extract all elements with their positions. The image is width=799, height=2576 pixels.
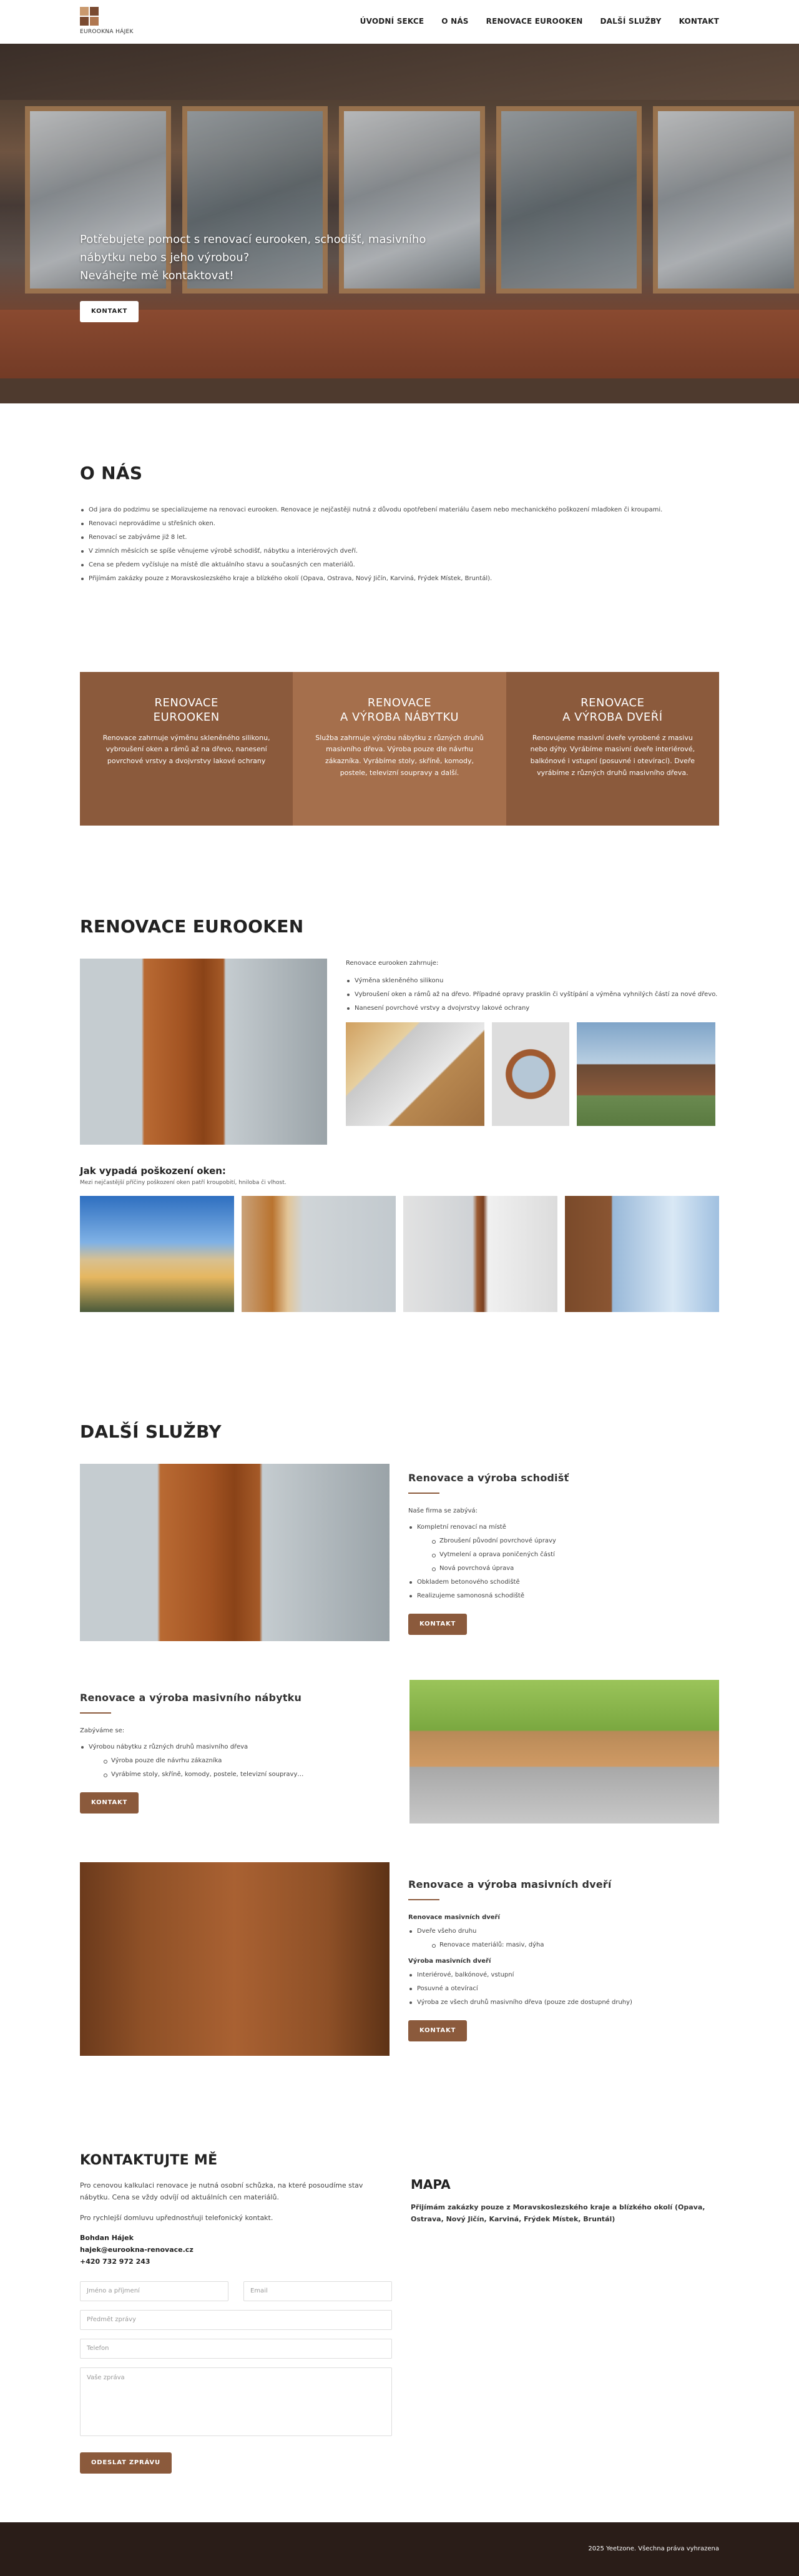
contact-details	[80, 2149, 392, 2474]
list-item: Nová povrchová úprava	[408, 1564, 719, 1574]
list-item: Renovace materiálů: masiv, dýha	[408, 1940, 719, 1950]
furniture-intro: Zabýváme se:	[80, 1727, 125, 1734]
list-item: Vyrábíme stoly, skříně, komody, postele, televizní soupravy…	[80, 1770, 391, 1780]
contact-phone[interactable]: +420 732 972 243	[80, 2257, 150, 2266]
nav-kontakt[interactable]: KONTAKT	[679, 17, 719, 26]
service-cards-section	[0, 672, 799, 826]
card-renovace-eurooken	[80, 672, 293, 826]
list-item: Posuvné a otevírací	[408, 1984, 719, 1994]
nav-uvodni-sekce[interactable]: ÚVODNÍ SEKCE	[360, 17, 424, 26]
logo-icon	[80, 7, 99, 26]
stairs-photo[interactable]	[80, 1464, 390, 1641]
doors-contact-button[interactable]: KONTAKT	[408, 2020, 467, 2041]
contact-p1: Pro cenovou kalkulaci renovace je nutná osobní schůzka, na které posoudíme stav nábytku. Cena se vždy odvíjí od aktuálních cen materiálů.	[80, 2181, 363, 2201]
list-item: Dveře všeho druhu	[408, 1927, 719, 1937]
furniture-list	[80, 1742, 391, 1780]
contact-email[interactable]: hajek@eurookna-renovace.cz	[80, 2245, 194, 2254]
card-title: RENOVACE A VÝROBA DVEŘÍ	[562, 696, 663, 724]
card-vyroba-nabytku	[293, 672, 506, 826]
list-item: Kompletní renovací na místě	[408, 1522, 719, 1532]
list-item: Od jara do podzimu se specializujeme na renovaci eurooken. Renovace je nejčastěji nutná z důvodu opotřebení materiálu časem nebo mechanického poškození mlaďoken či kroupami.	[80, 505, 719, 515]
list-item: Vybroušení oken a rámů až na dřevo. Případné opravy prasklin či vyštípání a výměna vyhnilých částí za nové dřevo.	[346, 990, 719, 1000]
damage-gallery	[80, 1196, 719, 1312]
stairs-list	[408, 1522, 719, 1601]
hero-contact-button[interactable]: KONTAKT	[80, 301, 139, 322]
card-text: Renovujeme masivní dveře vyrobené z masivu nebo dýhy. Vyrábíme masivní dveře interiérové, balkónové i vstupní (posuvné i otevírací). Dveře vyrábíme z různých druhů masivního dřeva.	[530, 733, 695, 777]
eurooken-list	[346, 976, 719, 1014]
gallery-photo[interactable]	[565, 1196, 719, 1312]
service-stairs	[80, 1464, 719, 1641]
title-underline	[408, 1899, 439, 1900]
site-footer	[0, 2522, 799, 2576]
about-title: O NÁS	[80, 463, 143, 483]
hero-headline: Potřebujete pomoct s renovací eurooken, schodišť, masivního nábytku nebo s jeho výrobou? Neváhejte mě kontaktovat!	[80, 233, 426, 282]
site-header	[0, 0, 799, 44]
subject-input[interactable]: Předmět zprávy	[80, 2310, 392, 2330]
doors-title: Renovace a výroba masivních dveří	[408, 1878, 612, 1891]
contact-form	[80, 2281, 392, 2474]
logo-text: EUROOKNA HÁJEK	[80, 29, 134, 36]
list-item: Vytmelení a oprava poničených částí	[408, 1550, 719, 1560]
furniture-details	[80, 1690, 391, 1814]
nav-o-nas[interactable]: O NÁS	[441, 17, 469, 26]
card-text: Renovace zahrnuje výměnu skleněného silikonu, vybroušení oken a rámů až na dřevo, nanesení povrchové vrstvy a dvojvrstvy lakové ochrany	[102, 733, 270, 766]
damage-title: Jak vypadá poškození oken:	[80, 1165, 226, 1177]
contact-p2: Pro rychlejší domluvu upřednostňuji telefonický kontakt.	[80, 2213, 273, 2222]
eurooken-details	[346, 959, 719, 1145]
doors-reno-list	[408, 1927, 719, 1950]
hero-section	[0, 44, 799, 403]
service-furniture	[80, 1680, 719, 1823]
card-vyroba-dveri	[506, 672, 719, 826]
stairs-contact-button[interactable]: KONTAKT	[408, 1614, 467, 1635]
stairs-title: Renovace a výroba schodišť	[408, 1472, 569, 1484]
contact-section	[0, 2056, 799, 2474]
thumbnail-photo[interactable]	[492, 1022, 569, 1126]
doors-make-list	[408, 1970, 719, 2008]
service-cards	[80, 672, 719, 826]
contact-title: KONTAKTUJTE MĚ	[80, 2152, 218, 2168]
thumbnail-photo[interactable]	[577, 1022, 715, 1126]
phone-input[interactable]: Telefon	[80, 2339, 392, 2359]
main-nav	[360, 16, 719, 27]
message-textarea[interactable]: Vaše zpráva	[80, 2367, 392, 2436]
list-item: Renovaci neprovádíme u střešních oken.	[80, 519, 719, 529]
submit-button[interactable]: ODESLAT ZPRÁVU	[80, 2452, 172, 2474]
furniture-contact-button[interactable]: KONTAKT	[80, 1792, 139, 1814]
card-text: Služba zahrnuje výrobu nábytku z různých druhů masivního dřeva. Výroba pouze dle návrhu zákazníka. Vyrábíme stoly, skříně, komody, postele, televizní soupravy a další.	[315, 733, 484, 777]
service-doors	[80, 1862, 719, 2056]
list-item: Interiérové, balkónové, vstupní	[408, 1970, 719, 1980]
gallery-photo[interactable]	[80, 1196, 234, 1312]
doors-reno-title: Renovace masivních dveří	[408, 1913, 500, 1921]
stairs-intro: Naše firma se zabývá:	[408, 1507, 478, 1514]
title-underline	[80, 1712, 111, 1714]
hero-content	[80, 231, 429, 322]
hero-image-ground	[0, 378, 799, 403]
list-item: Výměna skleněného silikonu	[346, 976, 719, 986]
list-item: Cena se předem vyčísluje na místě dle aktuálního stavu a současných cen materiálů.	[80, 560, 719, 570]
list-item: Nanesení povrchové vrstvy a dvojvrstvy lakové ochrany	[346, 1004, 719, 1014]
hero-image-roof	[0, 44, 799, 100]
map-text: Přijímám zakázky pouze z Moravskoslezského kraje a blízkého okolí (Opava, Ostrava, Nový Jičín, Karviná, Frýdek Místek, Bruntál)	[411, 2203, 705, 2223]
card-title: RENOVACE EUROOKEN	[153, 696, 220, 724]
list-item: V zimních měsících se spíše věnujeme výrobě schodišť, nábytku a interiérových dveří.	[80, 546, 719, 556]
thumbnail-photo[interactable]	[346, 1022, 484, 1126]
eurooken-intro: Renovace eurooken zahrnuje:	[346, 959, 439, 967]
contact-info	[80, 2233, 392, 2268]
card-title: RENOVACE A VÝROBA NÁBYTKU	[340, 696, 459, 724]
map-title: MAPA	[411, 2176, 451, 2192]
contact-name: Bohdan Hájek	[80, 2234, 134, 2243]
furniture-photo[interactable]	[409, 1680, 719, 1823]
list-item: Výroba ze všech druhů masivního dřeva (pouze zde dostupné druhy)	[408, 1998, 719, 2008]
list-item: Výroba pouze dle návrhu zákazníka	[80, 1756, 391, 1766]
eurooken-main-photo[interactable]	[80, 959, 327, 1145]
nav-renovace-eurooken[interactable]: RENOVACE EUROOKEN	[486, 17, 583, 26]
list-item: Přijímám zakázky pouze z Moravskoslezského kraje a blízkého okolí (Opava, Ostrava, Nový Jičín, Karviná, Frýdek Místek, Bruntál).	[80, 574, 719, 584]
name-input[interactable]: Jméno a příjmení	[80, 2281, 228, 2301]
about-section	[0, 403, 799, 647]
eurooken-content	[80, 959, 719, 1145]
eurooken-thumbnails	[346, 1022, 719, 1126]
list-item: Renovací se zabýváme již 8 let.	[80, 533, 719, 543]
list-item: Obkladem betonového schodiště	[408, 1577, 719, 1587]
site-logo[interactable]	[80, 7, 134, 36]
title-underline	[408, 1493, 439, 1494]
stairs-details	[408, 1470, 719, 1635]
gallery-photo[interactable]	[403, 1196, 557, 1312]
doors-details	[408, 1877, 719, 2041]
email-input[interactable]: Email	[243, 2281, 392, 2301]
list-item: Realizujeme samonosná schodiště	[408, 1591, 719, 1601]
eurooken-title: RENOVACE EUROOKEN	[80, 916, 304, 937]
services-section	[0, 1312, 799, 2056]
map-block	[411, 2149, 719, 2474]
list-item: Zbroušení původní povrchové úpravy	[408, 1536, 719, 1546]
doors-photo[interactable]	[80, 1862, 390, 2056]
nav-dalsi-sluzby[interactable]: DALŠÍ SLUŽBY	[600, 17, 662, 26]
services-title: DALŠÍ SLUŽBY	[80, 1421, 222, 1443]
about-list	[80, 505, 719, 584]
furniture-title: Renovace a výroba masivního nábytku	[80, 1692, 302, 1704]
damage-note: Mezi nejčastější příčiny poškození oken patří kroupobití, hniloba či vlhost.	[80, 1179, 287, 1186]
footer-copyright: 2025 Yeetzone. Všechna práva vyhrazena	[588, 2545, 719, 2553]
gallery-photo[interactable]	[242, 1196, 396, 1312]
eurooken-section	[0, 826, 799, 1312]
doors-make-title: Výroba masivních dveří	[408, 1957, 491, 1965]
list-item: Výrobou nábytku z různých druhů masivního dřeva	[80, 1742, 391, 1752]
